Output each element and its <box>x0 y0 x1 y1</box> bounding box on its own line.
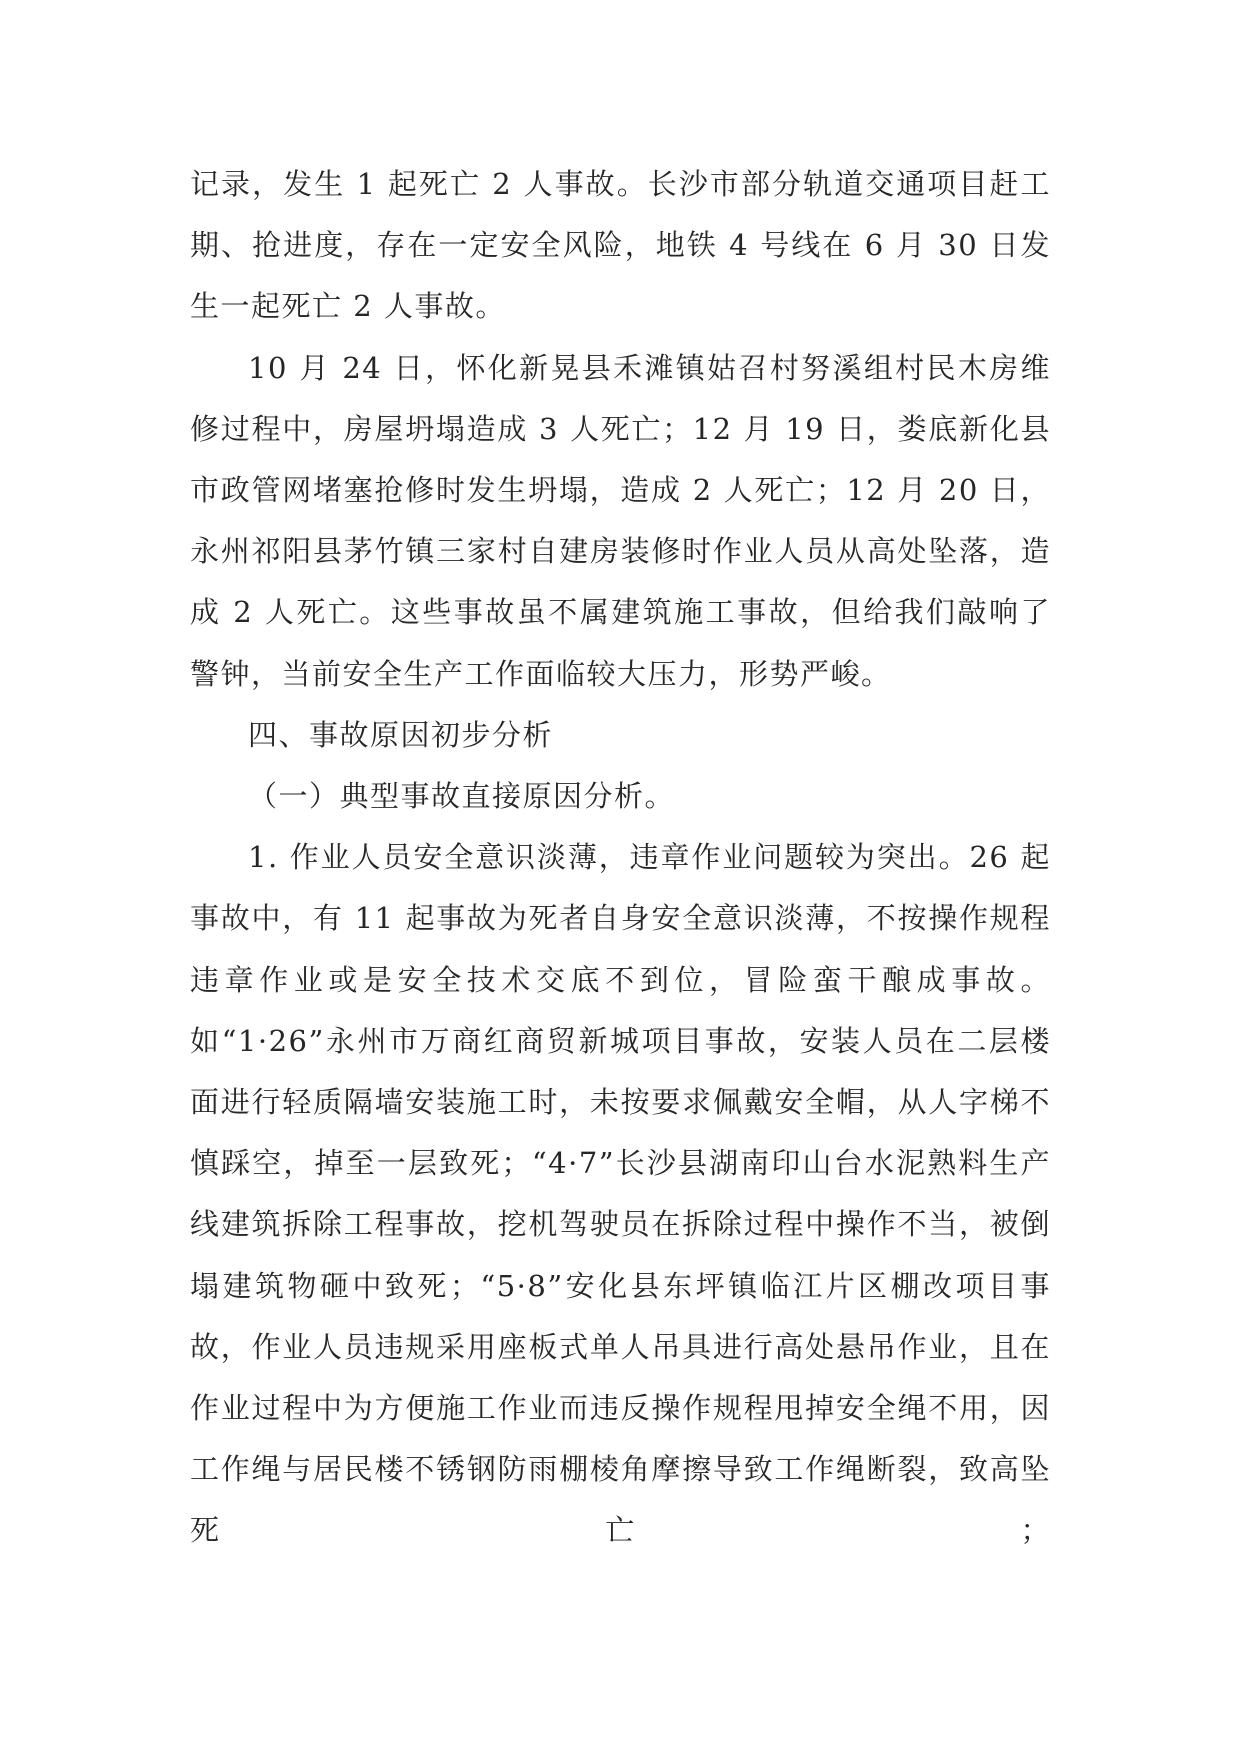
paragraph-cause-safety-awareness: 1. 作业人员安全意识淡薄，违章作业问题较为突出。26 起事故中，有 11 起事故为死者自身安全意识淡薄，不按操作规程违章作业或是安全技术交底不到位，冒险蛮干酿成事故。如“1·26”永州市万商红商贸新城项目事故，安装人员在二层楼面进行轻质隔墙安装施工时，未按要求佩戴安全帽，从人字梯不慎踩空，掉至一层致死；“4·7”长沙县湖南印山台水泥熟料生产线建筑拆除工程事故，挖机驾驶员在拆除过程中操作不当，被倒塌建筑物砸中致死；“5·8”安化县东坪镇临江片区棚改项目事故，作业人员违规采用座板式单人吊具进行高处悬吊作业，且在作业过程中为方便施工作业而违反操作规程甩掉安全绳不用，因工作绳与居民楼不锈钢防雨棚棱角摩擦导致工作绳断裂，致高坠死亡； <box>190 840 1051 1548</box>
subsection-heading-direct-causes: （一）典型事故直接原因分析。 <box>248 779 676 814</box>
paragraph-continuation: 记录，发生 1 起死亡 2 人事故。长沙市部分轨道交通项目赶工期、抢进度，存在一定安全风险，地铁 4 号线在 6 月 30 日发生一起死亡 2 人事故。 <box>190 167 1051 324</box>
section-heading-accident-causes: 四、事故原因初步分析 <box>248 717 554 752</box>
paragraph-other-accidents: 10 月 24 日，怀化新晃县禾滩镇姑召村努溪组村民木房维修过程中，房屋坍塌造成 3 人死亡；12 月 19 日，娄底新化县市政管网堵塞抢修时发生坍塌，造成 2 人死亡；12 月 20 日，永州祁阳县茅竹镇三家村自建房装修时作业人员从高处坠落，造成 2 人死亡。这些事故虽不属建筑施工事故，但给我们敲响了警钟，当前安全生产工作面临较大压力，形势严峻。 <box>190 350 1051 691</box>
document-body <box>190 154 1051 1562</box>
